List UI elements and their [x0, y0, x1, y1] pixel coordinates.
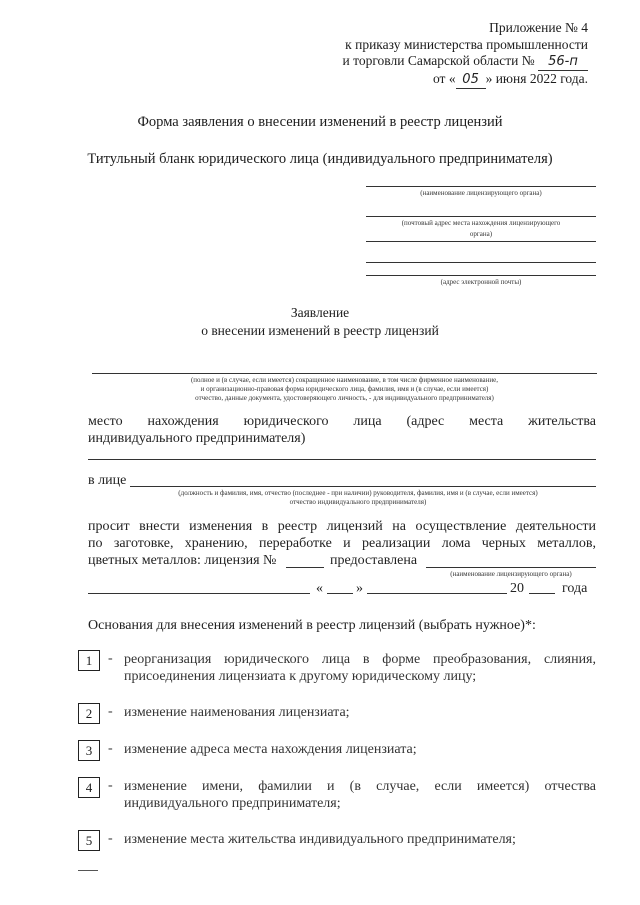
recipient-address-caption: (почтовый адрес места нахождения лицензирующего	[401, 219, 561, 227]
appendix-title: Приложение № 4	[489, 20, 588, 35]
recipient-email-line[interactable]	[366, 275, 596, 276]
recipient-name-caption: (наименование лицензирующего органа)	[420, 189, 542, 197]
option-1-dash: -	[108, 651, 113, 666]
option-4-checkbox[interactable]: 4	[78, 777, 100, 798]
appendix-order-line: к приказу министерства промышленности	[345, 37, 588, 52]
license-number-line[interactable]	[286, 567, 324, 568]
location-line[interactable]	[88, 459, 596, 460]
person-caption-2: отчество индивидуального предпринимателя)	[289, 498, 427, 506]
date-prefix: от «	[432, 71, 456, 86]
date-day-line[interactable]	[327, 593, 353, 594]
appendix-region-text: и торговли Самарской области №	[342, 53, 535, 68]
option-3-dash: -	[108, 741, 113, 756]
request-granted-text: предоставлена	[330, 553, 418, 568]
date-year-line[interactable]	[529, 593, 555, 594]
appendix-date-line	[433, 71, 588, 89]
option-1-checkbox[interactable]: 1	[78, 650, 100, 671]
next-option-edge	[78, 870, 98, 871]
order-number: 56-п	[538, 54, 588, 71]
option-5-text: изменение места жительства индивидуального предпринимателя;	[124, 832, 516, 847]
option-4-text: изменение имени, фамилии и (в случае, если имеется) отчества	[124, 779, 596, 794]
person-prefix: в лице	[88, 473, 127, 488]
person-caption-1: (должность и фамилия, имя, отчество (последнее - при наличии) руководителя, фамилия, имя и (в случае, если имеется)	[178, 489, 538, 497]
request-line-1: просит внести изменения в реестр лицензий на осуществление деятельности	[88, 519, 596, 534]
date-century: 20	[510, 581, 524, 596]
recipient-extra-line[interactable]	[366, 262, 596, 263]
applicant-caption-2: и организационно-правовая форма юридического лица, фамилия, имя и (в случае, если имеется)	[200, 385, 489, 393]
date-open-quote: «	[316, 581, 323, 596]
authority-name-line[interactable]	[88, 593, 310, 594]
request-license-text: цветных металлов: лицензия №	[88, 553, 277, 568]
option-2-checkbox[interactable]: 2	[78, 703, 100, 724]
option-3-checkbox[interactable]: 3	[78, 740, 100, 761]
option-5-dash: -	[108, 831, 113, 846]
statement-subtitle: о внесении изменений в реестр лицензий	[201, 323, 439, 338]
option-2-dash: -	[108, 704, 113, 719]
recipient-address-caption-2: органа)	[469, 230, 493, 238]
option-1-text: реорганизация юридического лица в форме преобразования, слияния,	[124, 652, 596, 667]
request-line-2: по заготовке, хранению, переработке и реализации лома черных металлов,	[88, 536, 596, 551]
date-month-line[interactable]	[367, 593, 507, 594]
licensing-authority-line[interactable]	[426, 567, 596, 568]
applicant-caption-3: отчество, данные документа, удостоверяющего личность, - для индивидуального предпринимателя)	[195, 394, 494, 402]
recipient-address-line-2[interactable]	[366, 241, 596, 242]
location-label: место нахождения юридического лица (адрес места жительства	[88, 414, 596, 429]
reasons-heading: Основания для внесения изменений в реестр лицензий (выбрать нужное)*:	[88, 618, 536, 633]
statement-title: Заявление	[290, 305, 350, 320]
recipient-address-line[interactable]	[366, 216, 596, 217]
applicant-name-line[interactable]	[92, 373, 597, 374]
appendix-region-line	[343, 53, 588, 71]
option-4-text-2: индивидуального предпринимателя;	[124, 796, 341, 811]
recipient-name-line[interactable]	[366, 186, 596, 187]
person-line[interactable]	[130, 486, 596, 487]
recipient-email-caption: (адрес электронной почты)	[440, 278, 522, 286]
licensing-authority-caption: (наименование лицензирующего органа)	[450, 570, 572, 578]
order-day: 05	[456, 72, 486, 89]
option-1-text-2: присоединения лицензиата к другому юридическому лицу;	[124, 669, 477, 684]
date-year-word: года	[562, 581, 588, 596]
option-4-dash: -	[108, 778, 113, 793]
date-close-quote: »	[356, 581, 363, 596]
date-suffix: » июня 2022 года.	[485, 71, 588, 86]
form-title: Форма заявления о внесении изменений в реестр лицензий	[137, 114, 503, 130]
option-2-text: изменение наименования лицензиата;	[124, 705, 350, 720]
location-label-2: индивидуального предпринимателя)	[88, 431, 306, 446]
option-3-text: изменение адреса места нахождения лицензиата;	[124, 742, 417, 757]
form-subtitle: Титульный бланк юридического лица (индивидуального предпринимателя)	[87, 151, 553, 167]
applicant-caption-1: (полное и (в случае, если имеется) сокращенное наименование, в том числе фирменное наименование,	[190, 376, 499, 384]
option-5-checkbox[interactable]: 5	[78, 830, 100, 851]
